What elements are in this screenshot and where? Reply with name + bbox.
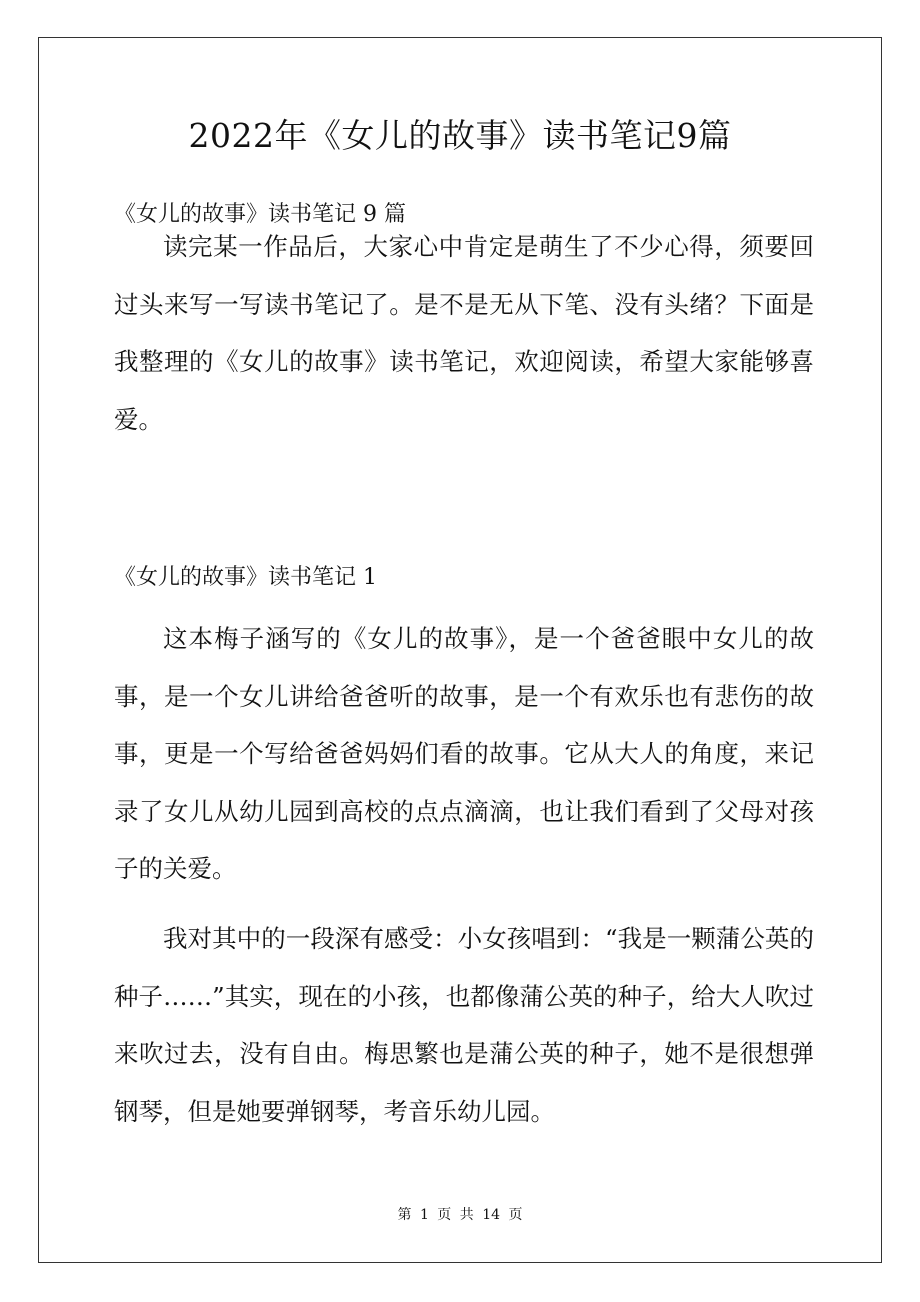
document-title: 2022年《女儿的故事》读书笔记9篇 (188, 116, 732, 155)
page-footer: 第 1 页 共 14 页 (397, 1207, 523, 1223)
intro-paragraph: 读完某一作品后，大家心中肯定是萌生了不少心得，须要回过头来写一写读书笔记了。是不是无从下笔、没有头绪？下面是我整理的《女儿的故事》读书笔记，欢迎阅读，希望大家能够喜爱。 (114, 232, 814, 434)
section1-heading: 《女儿的故事》读书笔记 1 (114, 565, 377, 590)
intro-heading: 《女儿的故事》读书笔记 9 篇 (114, 202, 406, 227)
section1-paragraph-1: 这本梅子涵写的《女儿的故事》，是一个爸爸眼中女儿的故事，是一个女儿讲给爸爸听的故事，是一个有欢乐也有悲伤的故事，更是一个写给爸爸妈妈们看的故事。它从大人的角度，来记录了女儿从幼儿园到高校的点点滴滴，也让我们看到了父母对孩子的关爱。 (114, 624, 814, 883)
section1-paragraph-2: 我对其中的一段深有感受：小女孩唱到：“我是一颗蒲公英的种子……”其实，现在的小孩，也都像蒲公英的种子，给大人吹过来吹过去，没有自由。梅思繁也是蒲公英的种子，她不是很想弹钢琴，但是她要弹钢琴，考音乐幼儿园。 (114, 924, 814, 1126)
